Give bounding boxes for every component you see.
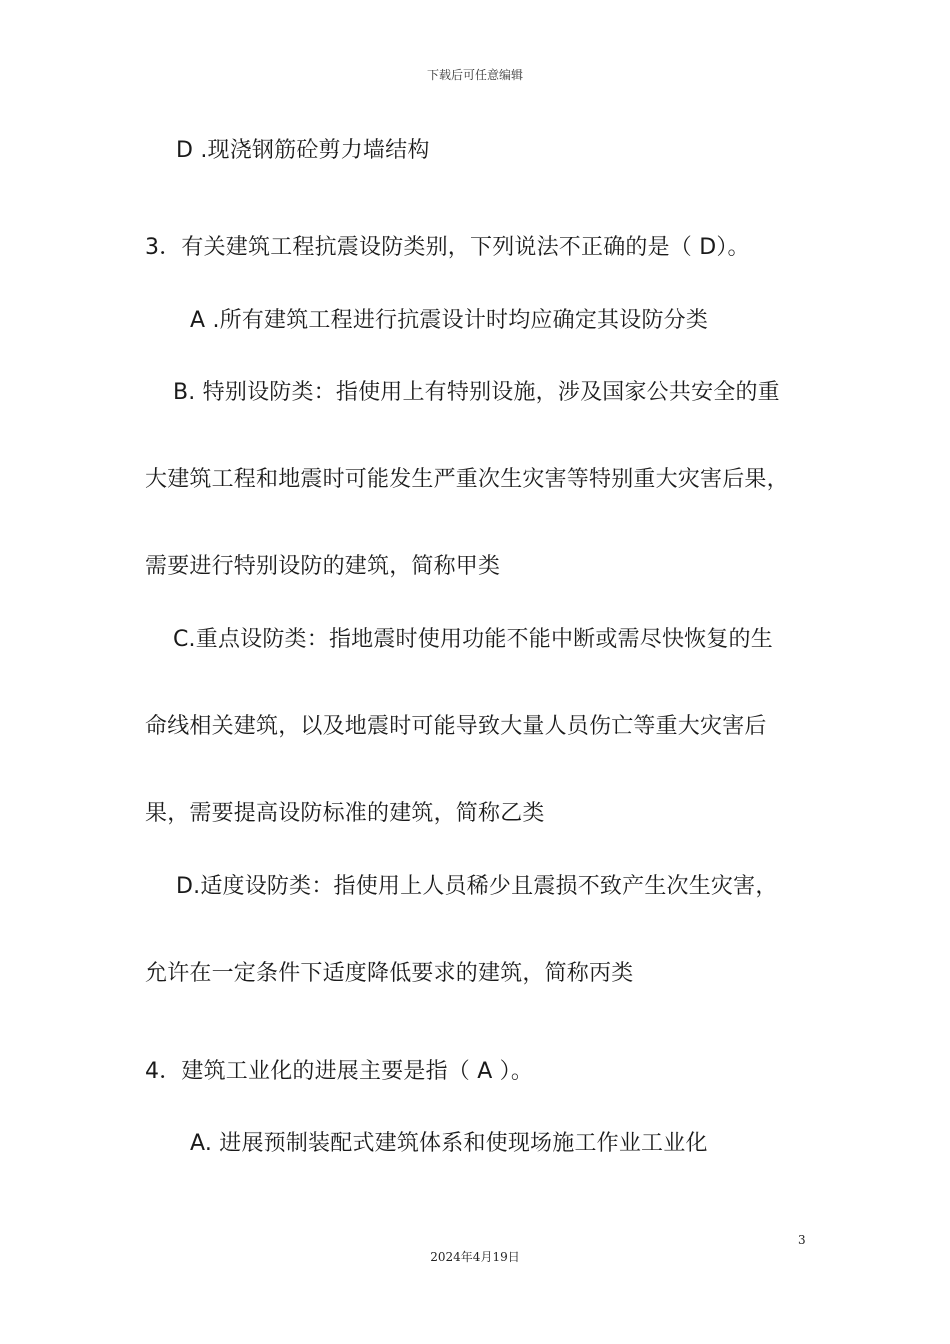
page-number: 3 bbox=[798, 1233, 806, 1247]
option-c-line-2: 命线相关建筑，以及地震时可能导致大量人员伤亡等重大灾害后 bbox=[145, 714, 767, 739]
option-c-line-1: C.重点设防类：指地震时使用功能不能中断或需尽快恢复的生 bbox=[173, 627, 773, 652]
question-4: 4．建筑工业化的进展主要是指（ A ）。 bbox=[145, 1059, 534, 1084]
option-d-line-2: 允许在一定条件下适度降低要求的建筑，简称丙类 bbox=[145, 961, 634, 986]
option-a-classification: A .所有建筑工程进行抗震设计时均应确定其设防分类 bbox=[190, 308, 709, 333]
option-a-prefab: A. 进展预制装配式建筑体系和使现场施工作业工业化 bbox=[190, 1131, 708, 1156]
option-b-line-3: 需要进行特别设防的建筑，简称甲类 bbox=[145, 554, 501, 579]
option-d-structure: D .现浇钢筋砼剪力墙结构 bbox=[176, 138, 430, 163]
page-header: 下载后可任意编辑 bbox=[426, 68, 523, 82]
option-b-line-2: 大建筑工程和地震时可能发生严重次生灾害等特别重大灾害后果， bbox=[145, 467, 789, 492]
option-c-line-3: 果，需要提高设防标准的建筑，简称乙类 bbox=[145, 801, 545, 826]
option-d-line-1: D.适度设防类：指使用上人员稀少且震损不致产生次生灾害， bbox=[176, 874, 778, 899]
question-3: 3．有关建筑工程抗震设防类别，下列说法不正确的是（ D）。 bbox=[145, 235, 750, 260]
page-footer-date: 2024年4月19日 bbox=[430, 1250, 520, 1264]
option-b-line-1: B. 特别设防类：指使用上有特别设施，涉及国家公共安全的重 bbox=[173, 380, 780, 405]
